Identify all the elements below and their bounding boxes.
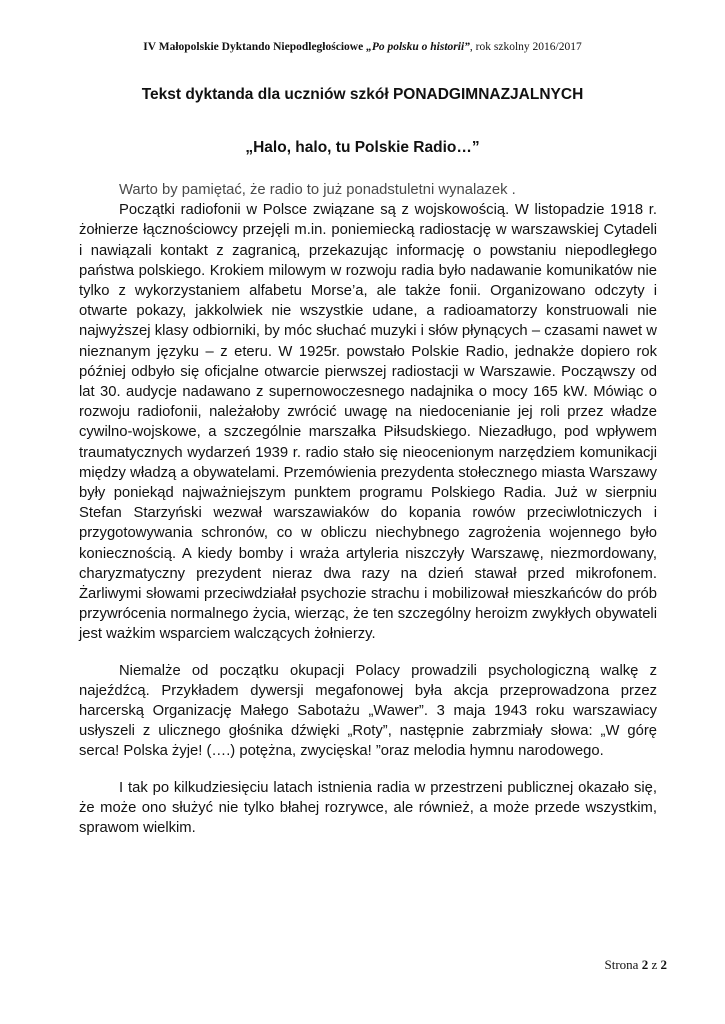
header-school-year: , rok szkolny 2016/2017 (469, 41, 582, 53)
page-number (605, 957, 667, 973)
dictation-text (79, 180, 657, 838)
current-page: 2 (641, 957, 649, 972)
dictation-title: „Halo, halo, tu Polskie Radio…” (245, 139, 480, 156)
page-title: Tekst dyktanda dla uczniów szkół PONADGIMNAZJALNYCH (141, 86, 584, 103)
paragraph-history: Początki radiofonii w Polsce związane są z wojskowością. W listopadzie 1918 r. żołnierze łącznościowcy przejęli m.in. poniemiecką radiostację w warszawskiej Cytadeli i nawiązali kontakt z zagranicą, przekazując informację o powstaniu niepodległego państwa polskiego. Krokiem milowym w rozwoju radia było nadawanie komunikatów nie tylko z wykorzystaniem alfabetu Morse’a, ale także fonii. Organizowano odczyty i otwarte pokazy, jakkolwiek nie wszystkie udane, a radioamatorzy konstruowali nie najwyższej klasy odbiorniki, by móc słuchać muzyki i słów płynących – czasami nawet w nieznanym języku – z eteru. W 1925r. powstało Polskie Radio, jednakże dopiero rok później odbyło się oficjalne otwarcie pierwszej radiostacji w Warszawie. Począwszy od lat 30. audycje nadawano z supernowoczesnego nadajnika o mocy 165 kW. Mówiąc o rozwoju radiofonii, należałoby zwrócić uwagę na niedocenianie jej roli przez władze cywilno-wojskowe, a szczególnie marszałka Piłsudskiego. Niezadługo, pod wpływem traumatycznych wydarzeń 1939 r. radio stało się nieocenionym narzędziem komunikacji między władzą a obywatelami. Przemówienia prezydenta stołecznego miasta Warszawy były poniekąd najważniejszym punktem programu Polskiego Radia. Już w sierpniu Stefan Starzyński wezwał warszawiaków do kopania rowów przeciwlotniczych i przygotowywania schronów, co w obliczu niechybnego zagrożenia wojennego było koniecznością. A kiedy bomby i wraża artyleria niszczyły Warszawę, niezmordowany, charyzmatyczny prezydent nieraz dwa razy na dzień stawał przed mikrofonem. Żarliwymi słowami przeciwdziałał psychozie strachu i mobilizował mieszkańców do prób przywrócenia normalnego życia, wierząc, że ten szczególny heroizm zwykłych obywateli jest ważkim wsparciem walczących żołnierzy. (79, 202, 657, 643)
document-header (0, 41, 725, 53)
total-pages: 2 (660, 957, 667, 972)
paragraph-intro: Warto by pamiętać, że radio to już ponadstuletni wynalazek . (119, 182, 516, 198)
header-contest-name: IV Małopolskie Dyktando Niepodległościowe (143, 41, 367, 53)
paragraph-occupation: Niemalże od początku okupacji Polacy prowadzili psychologiczną walkę z najeźdźcą. Przykładem dywersji megafonowej była akcja przeprowadzona przez harcerską Organizację Małego Sabotażu „Wawer”. 3 maja 1943 roku warszawiacy usłyszeli z ulicznego głośnika dźwięki „Roty”, następnie zabrzmiały słowa: „W górę serca! Polska żyje! (….) potężna, zwycięska! ”oraz melodia hymnu narodowego. (79, 662, 657, 760)
header-contest-motto: „Po polsku o historii” (366, 41, 470, 53)
page-separator: z (648, 957, 661, 972)
paragraph-conclusion: I tak po kilkudziesięciu latach istnienia radia w przestrzeni publicznej okazało się, że może ono służyć nie tylko błahej rozrywce, ale również, a może przede wszystkim, sprawom wielkim. (79, 779, 657, 837)
page-label: Strona (604, 957, 642, 972)
